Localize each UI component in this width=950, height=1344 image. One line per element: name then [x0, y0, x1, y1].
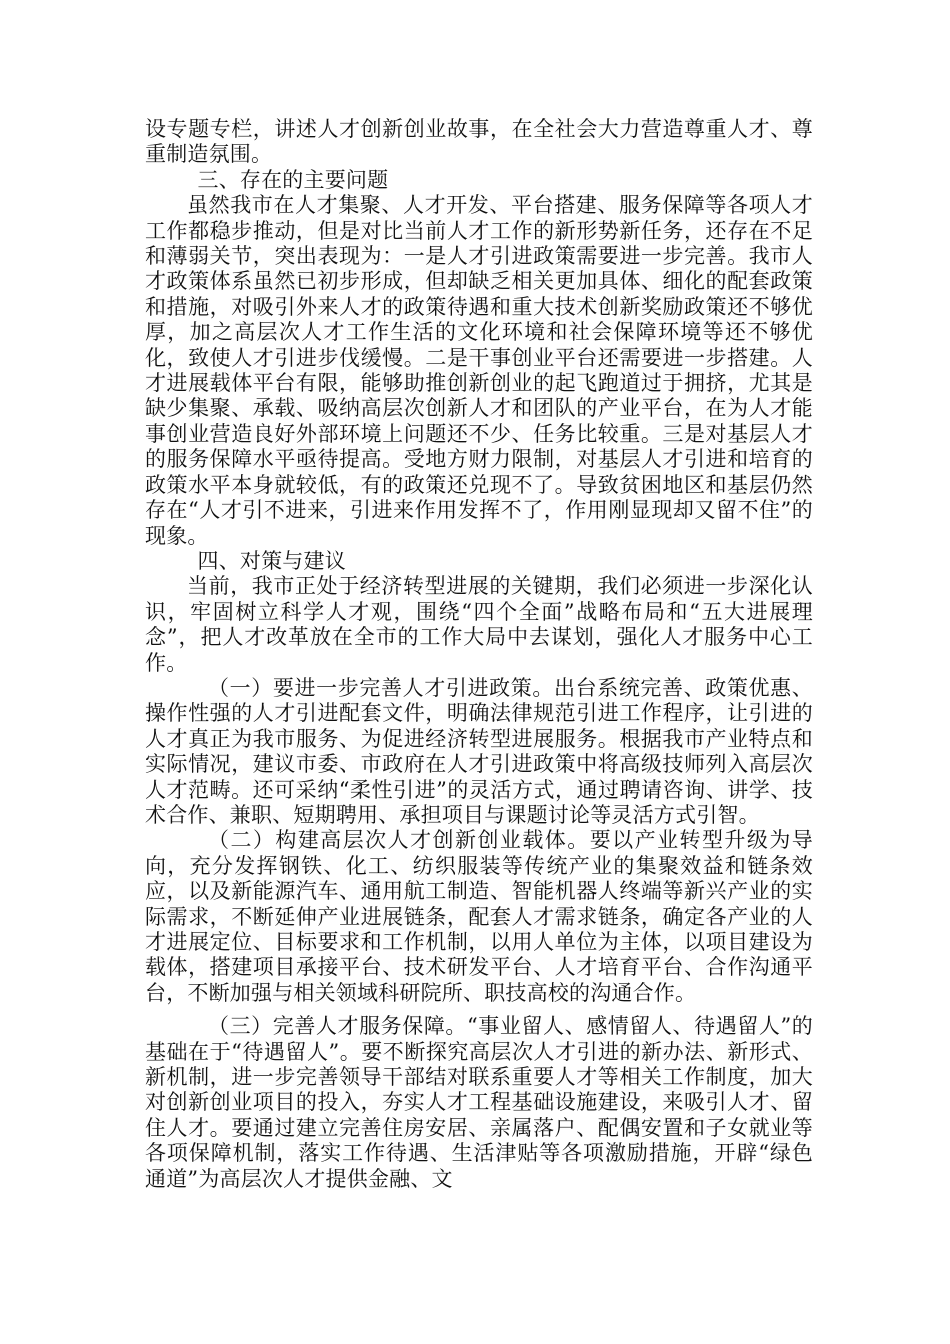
paragraph-policy-item-3: （三）完善人才服务保障。“事业留人、感情留人、待遇留人”的基础在于“待遇留人”。要不断探究高层次人才引进的新办法、新形式、新机制，进一步完善领导干部结对联系重要人才等相关工作制度，加大对创新创业项目的投入，夯实人才工程基础设施建设，来吸引人才、留住人才。要通过建立完善住房安居、亲属落户、配偶安置和子女就业等各项保障机制，落实工作待遇、生活津贴等各项激励措施，开辟“绿色通道”为高层次人才提供金融、文 — [145, 1014, 813, 1191]
paragraph-continuation: 设专题专栏，讲述人才创新创业故事，在全社会大力营造尊重人才、尊重制造氛围。 — [145, 117, 813, 167]
paragraph-policy-item-2: （二）构建高层次人才创新创业载体。要以产业转型升级为导向，充分发挥钢铁、化工、纺织服装等传统产业的集聚效益和链条效应，以及新能源汽车、通用航工制造、智能机器人终端等新兴产业的实际需求，不断延伸产业进展链条，配套人才需求链条，确定各产业的人才进展定位、目标要求和工作机制，以用人单位为主体，以项目建设为载体，搭建项目承接平台、技术研发平台、人才培育平台、合作沟通平台，不断加强与相关领域科研院所、职技高校的沟通合作。 — [145, 828, 813, 1005]
document-page — [145, 117, 813, 1192]
section-heading-countermeasures: 四、对策与建议 — [197, 548, 346, 573]
paragraph-countermeasures-intro: 当前，我市正处于经济转型进展的关键期，我们必须进一步深化认识，牢固树立科学人才观，围绕“四个全面”战略布局和“五大进展理念”，把人才改革放在全市的工作大局中去谋划，强化人才服务中心工作。 — [145, 574, 813, 675]
section-heading-problems: 三、存在的主要问题 — [197, 167, 389, 192]
paragraph-policy-item-1: （一）要进一步完善人才引进政策。出台系统完善、政策优惠、操作性强的人才引进配套文件，明确法律规范引进工作程序，让引进的人才真正为我市服务、为促进经济转型进展服务。根据我市产业特点和实际情况，建议市委、市政府在人才引进政策中将高级技师列入高层次人才范畴。还可采纳“柔性引进”的灵活方式，通过聘请咨询、讲学、技术合作、兼职、短期聘用、承担项目与课题讨论等灵活方式引智。 — [145, 675, 813, 827]
paragraph-problems: 虽然我市在人才集聚、人才开发、平台搭建、服务保障等各项人才工作都稳步推动，但是对比当前人才工作的新形势新任务，还存在不足和薄弱关节，突出表现为：一是人才引进政策需要进一步完善。我市人才政策体系虽然已初步形成，但却缺乏相关更加具体、细化的配套政策和措施，对吸引外来人才的政策待遇和重大技术创新奖励政策还不够优厚，加之高层次人才工作生活的文化环境和社会保障环境等还不够优化，致使人才引进步伐缓慢。二是干事创业平台还需要进一步搭建。人才进展载体平台有限，能够助推创新创业的起飞跑道过于拥挤，尤其是缺少集聚、承载、吸纳高层次创新人才和团队的产业平台，在为人才能事创业营造良好外部环境上问题还不少、任务比较重。三是对基层人才的服务保障水平亟待提高。受地方财力限制，对基层人才引进和培育的政策水平本身就较低，有的政策还兑现不了。导致贫困地区和基层仍然存在“人才引不进来，引进来作用发挥不了，作用刚显现却又留不住”的现象。 — [145, 193, 813, 548]
